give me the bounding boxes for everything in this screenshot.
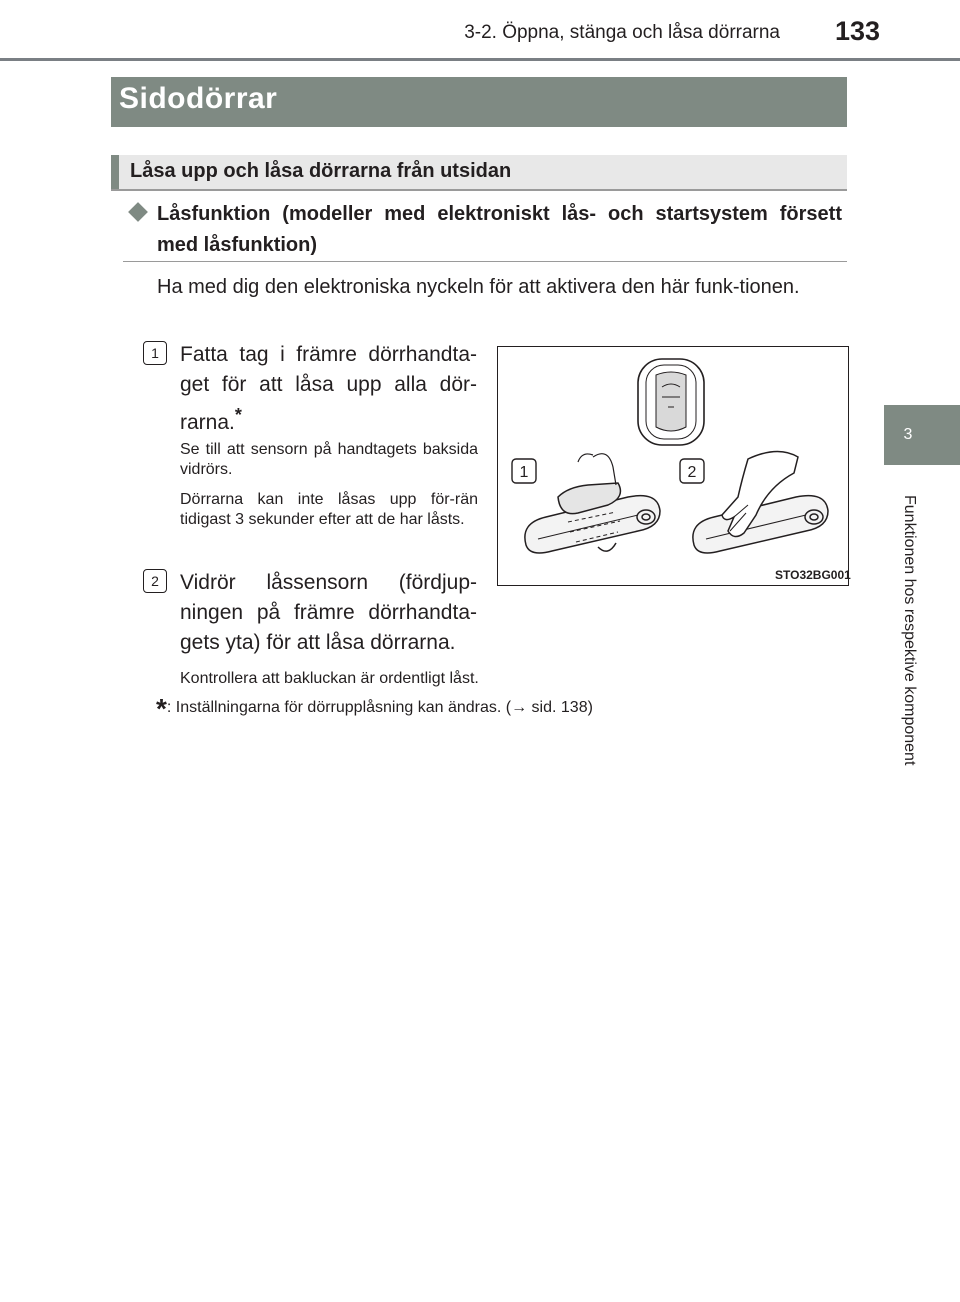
footnote-marker: * (156, 693, 167, 724)
footnote-text-end: sid. 138) (527, 699, 593, 716)
page-number: 133 (834, 16, 880, 46)
smart-key-door-handle-icon (498, 347, 848, 585)
callout-2-label: 2 (687, 464, 697, 481)
feature-divider (123, 261, 847, 262)
smart-key-icon (638, 359, 704, 445)
feature-heading: Låsfunktion (modeller med elektroniskt lås- och startsystem försett med låsfunktion) (157, 203, 842, 256)
step-2-note-1: Kontrollera att bakluckan är ordentligt låst. (180, 670, 479, 687)
page-title: Sidodörrar (119, 82, 278, 115)
step-1-text (180, 340, 477, 438)
callout-1-icon (512, 459, 536, 483)
footnote (156, 693, 796, 724)
step-2-number: 2 (143, 569, 167, 593)
step-1-body: Fatta tag i främre dörrhandta-get för att låsa upp alla dör-rarna. (180, 343, 477, 434)
door-handle-touch-icon (693, 451, 828, 553)
header-divider (0, 58, 960, 61)
section-heading-accent (111, 155, 119, 189)
step-1-number: 1 (143, 341, 167, 365)
footnote-text-start: : Inställningarna för dörrupplåsning kan ändras. ( (166, 699, 512, 716)
feature-intro: Ha med dig den elektroniska nyckeln för att aktivera den här funk-tionen. (157, 276, 800, 298)
callout-1-label: 1 (519, 464, 529, 481)
callout-2-icon (680, 459, 704, 483)
running-header: 3-2. Öppna, stänga och låsa dörrarna (464, 22, 780, 43)
step-2-text: Vidrör låssensorn (fördjup-ningen på främre dörrhandta-gets yta) för att låsa dörrarna. (180, 571, 477, 654)
door-handle-grip-icon (525, 454, 660, 553)
arrow-right-icon: → (511, 699, 528, 716)
step-1-asterisk: * (234, 405, 242, 425)
illustration-code: STO32BG001 (775, 568, 851, 582)
section-heading: Låsa upp och låsa dörrarna från utsidan (130, 160, 512, 182)
step-1-note-2: Dörrarna kan inte låsas upp för-rän tidigast 3 sekunder efter att de har låsts. (180, 491, 478, 528)
diamond-bullet-icon (128, 202, 148, 222)
chapter-number: 3 (903, 426, 913, 443)
door-handle-illustration (497, 346, 849, 586)
step-1-note-1: Se till att sensorn på handtagets baksida vidrörs. (180, 441, 478, 478)
chapter-title: Funktionen hos respektive komponent (901, 495, 918, 766)
